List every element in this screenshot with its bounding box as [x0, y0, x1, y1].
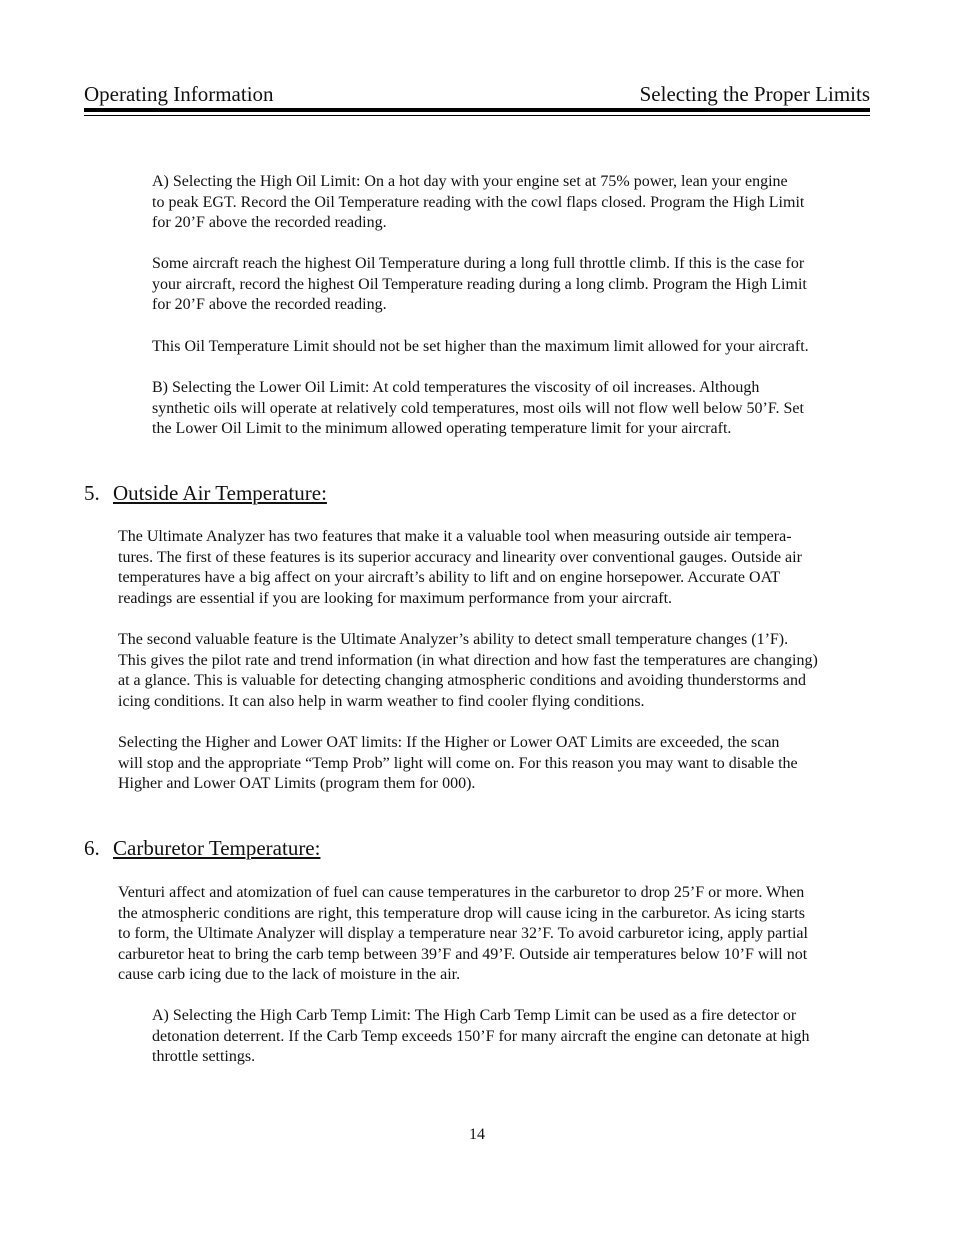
text-line: The second valuable feature is the Ultimate Analyzer’s ability to detect small temperature changes (1’F). — [118, 631, 789, 648]
paragraph-climb-oil-temp — [152, 254, 807, 316]
paragraph-oat-limits — [118, 733, 798, 795]
header-rule-thin — [84, 115, 870, 116]
text-line: the Lower Oil Limit to the minimum allowed operating temperature limit for your aircraft. — [152, 420, 732, 438]
text-line: to form, the Ultimate Analyzer will display a temperature near 32’F. To avoid carburetor icing, apply partial — [118, 925, 808, 943]
section-title: Outside Air Temperature: — [113, 481, 327, 505]
text-line: the atmospheric conditions are right, this temperature drop will cause icing in the carburetor. As icing starts — [118, 904, 805, 922]
text-line: This Oil Temperature Limit should not be set higher than the maximum limit allowed for your aircraft. — [152, 338, 809, 355]
text-line: A) Selecting the High Oil Limit: On a hot day with your engine set at 75% power, lean your engine — [152, 173, 788, 190]
text-line: readings are essential if you are looking for maximum performance from your aircraft. — [118, 589, 673, 607]
text-line: tures. The first of these features is its superior accuracy and linearity over conventional gauges. Outside air — [118, 548, 802, 566]
text-line: Venturi affect and atomization of fuel can cause temperatures in the carburetor to drop 25’F or more. When — [118, 884, 805, 901]
section-number: 6. — [84, 836, 100, 860]
page-number: 14 — [469, 1126, 485, 1143]
text-line: temperatures have a big affect on your aircraft’s ability to lift and on engine horsepower. Accurate OAT — [118, 569, 781, 587]
section-title: Carburetor Temperature: — [113, 836, 321, 860]
text-line: icing conditions. It can also help in warm weather to find cooler flying conditions. — [118, 692, 645, 710]
paragraph-oat-features — [118, 527, 802, 609]
section-number: 5. — [84, 481, 100, 505]
paragraph-high-oil-limit — [152, 172, 804, 234]
paragraph-high-carb-limit — [152, 1006, 809, 1068]
section-heading-oat — [84, 481, 327, 506]
page-header — [84, 80, 870, 110]
section-heading-carburetor — [84, 836, 320, 861]
header-topic-title: Selecting the Proper Limits — [639, 82, 870, 106]
text-line: B) Selecting the Lower Oil Limit: At cold temperatures the viscosity of oil increases. Although — [152, 379, 760, 396]
text-line: to peak EGT. Record the Oil Temperature reading with the cowl flaps closed. Program the High Limit — [152, 193, 805, 211]
text-line: your aircraft, record the highest Oil Temperature reading during a long climb. Program the High Limit — [152, 275, 807, 293]
paragraph-oil-limit-note — [152, 337, 809, 358]
text-line: for 20’F above the recorded reading. — [152, 214, 387, 232]
text-line: This gives the pilot rate and trend information (in what direction and how fast the temperatures are changing) — [118, 651, 818, 669]
text-line: Some aircraft reach the highest Oil Temperature during a long full throttle climb. If this is the case for — [152, 255, 805, 272]
text-line: carburetor heat to bring the carb temp between 39’F and 49’F. Outside air temperatures below 10’F will not — [118, 945, 808, 963]
text-line: throttle settings. — [152, 1048, 256, 1066]
paragraph-lower-oil-limit — [152, 378, 804, 440]
text-line: The Ultimate Analyzer has two features that make it a valuable tool when measuring outside air tempera- — [118, 528, 792, 545]
text-line: for 20’F above the recorded reading. — [152, 296, 387, 314]
paragraph-oat-second-feature — [118, 630, 818, 712]
header-section-title: Operating Information — [84, 82, 274, 106]
text-line: Selecting the Higher and Lower OAT limits: If the Higher or Lower OAT Limits are exceeded, the scan — [118, 734, 780, 751]
text-line: A) Selecting the High Carb Temp Limit: The High Carb Temp Limit can be used as a fire detector or — [152, 1007, 797, 1024]
text-line: will stop and the appropriate “Temp Prob” light will come on. For this reason you may want to disable the — [118, 754, 798, 772]
header-rule-thick — [84, 108, 870, 112]
text-line: synthetic oils will operate at relatively cold temperatures, most oils will not flow well below 50’F. Set — [152, 399, 804, 417]
text-line: at a glance. This is valuable for detecting changing atmospheric conditions and avoiding thunderstorms and — [118, 672, 806, 690]
text-line: Higher and Lower OAT Limits (program them for 000). — [118, 775, 476, 793]
text-line: detonation deterrent. If the Carb Temp exceeds 150’F for many aircraft the engine can detonate at high — [152, 1027, 810, 1045]
text-line: cause carb icing due to the lack of moisture in the air. — [118, 966, 461, 984]
paragraph-carburetor-icing — [118, 883, 808, 986]
